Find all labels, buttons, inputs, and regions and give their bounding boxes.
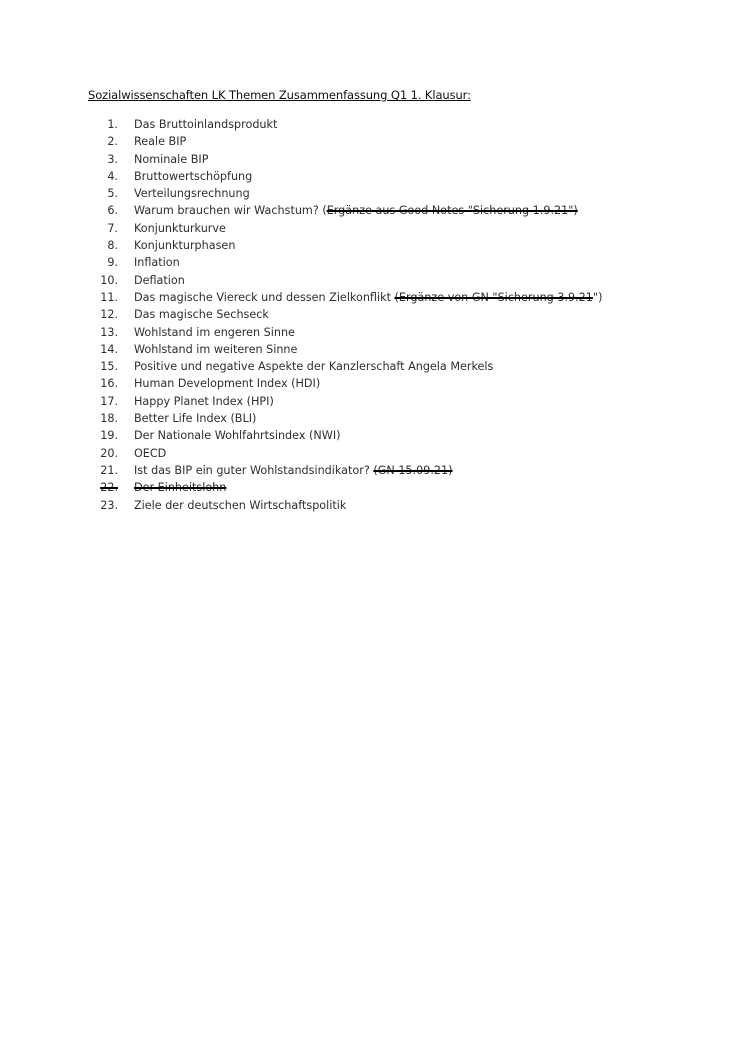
list-item-label: Wohlstand im weiteren Sinne [134,342,298,356]
list-item-text [134,410,256,427]
list-item-label: Positive und negative Aspekte der Kanzlerschaft Angela Merkels [134,360,494,374]
list-item-number: 10. [100,273,118,287]
list-item-number: 3. [107,152,118,166]
list-item-text [134,220,226,237]
list-item-text [134,116,277,133]
list-item-label: Inflation [134,256,180,270]
list-item-number: 11. [100,290,118,304]
list-item-number: 1. [107,118,118,131]
list-item-number: 19. [100,429,118,443]
list-item-label: Nominale BIP [134,152,209,166]
list-item-label: Ziele der deutschen Wirtschaftspolitik [134,498,347,512]
list-item-label: Happy Planet Index (HPI) [134,394,274,408]
list-item-label: Warum brauchen wir Wachstum? ( [134,204,327,218]
list-item-text [134,254,180,271]
list-item-text [134,445,166,462]
list-item-label: Verteilungsrechnung [134,187,250,201]
list-item-number: 5. [107,187,118,201]
list-item-label: Der Nationale Wohlfahrtsindex (NWI) [134,429,341,443]
list-item-label: Konjunkturkurve [134,221,226,235]
list-item-number: 17. [100,394,118,408]
list-item-number: 20. [100,446,118,460]
list-item-text [134,185,250,202]
list-item-number: 7. [107,221,118,235]
list-item-number: 22. [100,481,118,495]
list-item-label: Ist das BIP ein guter Wohlstandsindikator? [134,463,374,477]
list-item-text [134,272,185,289]
list-item-text [134,289,602,306]
list-item-number: 9. [107,256,118,270]
list-item-text [134,497,346,514]
list-item-text [134,462,453,479]
list-item-label: Das magische Sechseck [134,308,269,322]
list-item-number: 2. [107,135,118,149]
list-item-label: Konjunkturphasen [134,239,236,253]
list-item-text [134,341,297,358]
list-item-text [134,237,235,254]
list-item-number: 18. [100,412,118,426]
list-item-text [134,393,274,410]
list-item-label: Better Life Index (BLI) [134,412,257,426]
list-item-number: 14. [100,342,118,356]
list-item-label: Human Development Index (HDI) [134,377,321,391]
list-item-text [134,306,269,323]
list-item-text [134,151,208,168]
list-item-text [134,324,295,341]
list-item-number: 15. [100,360,118,374]
list-item-label: Deflation [134,273,185,287]
list-item-label: Bruttowertschöpfung [134,169,253,183]
page-title: Sozialwissenschaften LK Themen Zusammenfassung Q1 1. Klausur: [88,88,471,102]
list-item-struck-note: Ergänze aus Good Notes "Sicherung 1.9.21") [326,204,578,218]
list-item-struck-note: (Ergänze von GN "Sicherung 3.9.21 [394,290,593,304]
list-item-text [134,375,320,392]
list-item-number: 6. [107,204,118,218]
list-item-label: Das magische Viereck und dessen Zielkonflikt [134,290,395,304]
list-item-number: 21. [100,463,118,477]
list-item-label: Der Einheitslohn [134,481,227,495]
list-item-note-close: ") [592,290,603,304]
list-item-number: 12. [100,308,118,322]
list-item-label: Reale BIP [134,135,187,149]
list-item-number: 23. [100,498,118,512]
list-item-text [134,133,186,150]
list-item-number: 4. [107,169,118,183]
list-item-text [134,358,493,375]
list-item-text [134,168,252,185]
list-item-label: Das Bruttoinlandsprodukt [134,118,278,131]
list-item-text [134,202,578,219]
list-item-number: 8. [107,239,118,253]
list-item-struck-note: (GN 15.09.21) [373,463,453,477]
list-item-label: OECD [134,446,167,460]
list-item-text [134,479,226,496]
list-item-number: 13. [100,325,118,339]
list-item-label: Wohlstand im engeren Sinne [134,325,295,339]
list-item-text [134,427,340,444]
list-item-number: 16. [100,377,118,391]
